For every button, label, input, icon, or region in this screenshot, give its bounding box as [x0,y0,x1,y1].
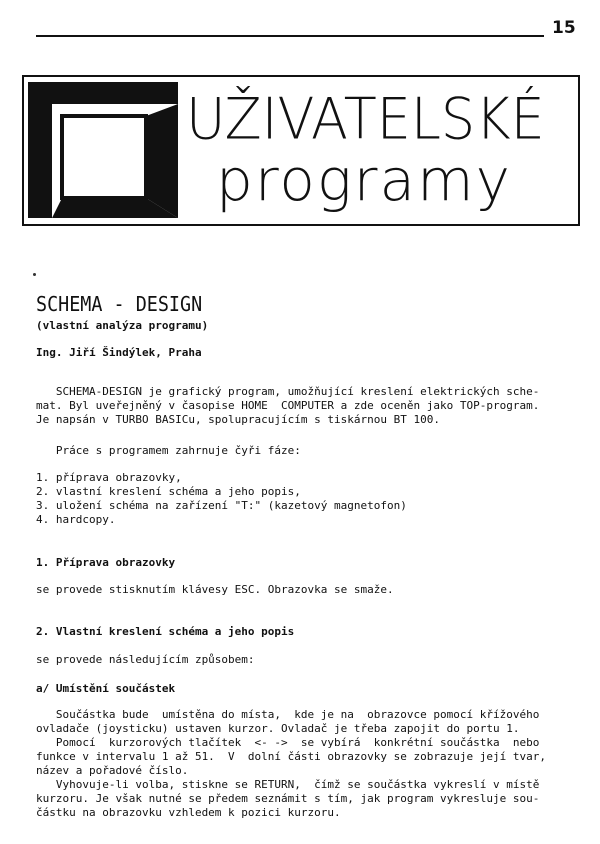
intro-line: Je napsán v TURBO BASICu, spolupracujícím s tiskárnou BT 100. [36,413,440,426]
section-1-heading: 1. Příprava obrazovky [36,556,176,569]
bullet-dot [33,273,36,276]
list-item: 4. hardcopy. [36,513,116,526]
paragraph-line: Součástka bude umístěna do místa, kde je na obrazovce pomocí křížového [36,708,540,721]
paragraph-line: funkce v intervalu 1 až 51. V dolní části obrazovky se zobrazuje její tvar, [36,750,546,763]
paragraph-line: Pomocí kurzorových tlačítek <- -> se vybírá konkrétní součástka nebo [36,736,540,749]
logo-bracket-icon [28,82,178,218]
header-rule [36,35,544,37]
phases-list [36,471,407,527]
paragraph-line: Vyhovuje-li volba, stiskne se RETURN, čímž se součástka vykreslí v místě [36,778,540,791]
paragraph-line: částku na obrazovku vzhledem k pozici kurzoru. [36,806,341,819]
intro-paragraph [36,385,539,427]
paragraph-line: ovladače (joysticku) ustaven kurzor. Ovladač je třeba zapojit do portu 1. [36,722,520,735]
phases-intro: Práce s programem zahrnuje čyři fáze: [36,444,301,457]
subsection-a-paragraph [36,708,546,820]
section-2-text: se provede následujícím způsobem: [36,653,255,666]
article-subtitle: (vlastní analýza programu) [36,319,209,332]
banner-title [186,86,572,218]
paragraph-line: kurzoru. Je však nutné se předem seznámit s tím, jak program vykresluje sou- [36,792,540,805]
section-2-heading: 2. Vlastní kreslení schéma a jeho popis [36,625,295,638]
list-item: 3. uložení schéma na zařízení "T:" (kazetový magnetofon) [36,499,407,512]
section-1-text: se provede stisknutím klávesy ESC. Obrazovka se smaže. [36,583,394,596]
article-title: SCHEMA - DESIGN [36,292,203,316]
page-number: 15 [552,18,576,38]
banner-title-line1: UŽIVATELSKÉ [186,86,545,153]
intro-line: SCHEMA-DESIGN je grafický program, umožňující kreslení elektrických sche- [36,385,540,398]
article-author: Ing. Jiří Šindýlek, Praha [36,346,202,359]
subsection-a-heading: a/ Umístění součástek [36,682,176,695]
intro-line: mat. Byl uveřejněný v časopise HOME COMPUTER a zde oceněn jako TOP-program. [36,399,540,412]
paragraph-line: název a pořadové číslo. [36,764,189,777]
banner-title-line2: programy [216,146,512,214]
list-item: 2. vlastní kreslení schéma a jeho popis, [36,485,301,498]
list-item: 1. příprava obrazovky, [36,471,182,484]
